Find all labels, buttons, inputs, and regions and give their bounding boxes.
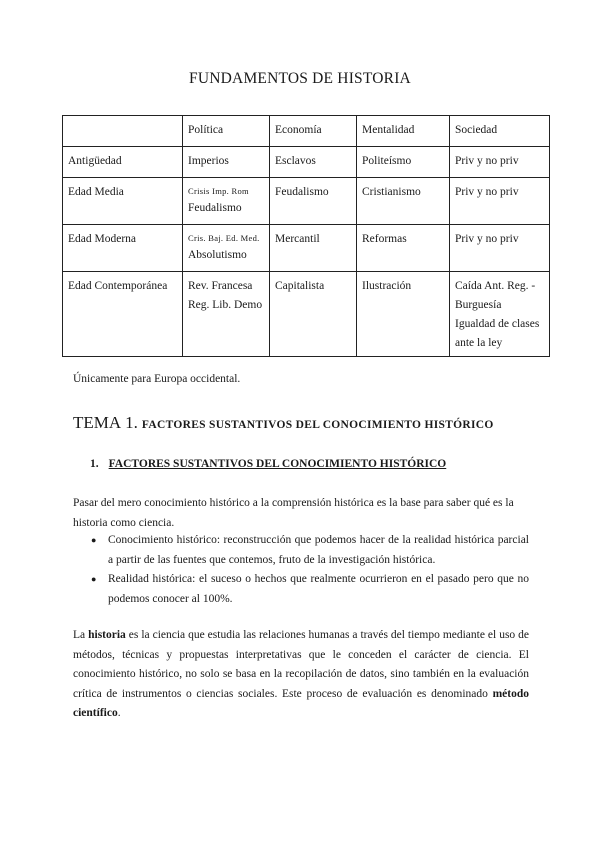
section-title: FACTORES SUSTANTIVOS DEL CONOCIMIENTO HISTÓRICO	[108, 458, 447, 470]
table-row	[63, 147, 550, 178]
politica-cell	[183, 178, 270, 225]
text-run: La	[73, 629, 89, 641]
sociedad-cell	[450, 225, 550, 272]
table-header-cell	[63, 116, 183, 147]
definition-list	[91, 531, 529, 609]
table-row	[63, 272, 550, 357]
bullet-icon: ●	[91, 535, 97, 545]
page-title: FUNDAMENTOS DE HISTORIA	[189, 70, 411, 87]
table-header-cell: Política	[183, 116, 270, 147]
sociedad-cell	[450, 272, 550, 357]
sociedad-line: Burguesía	[455, 299, 502, 311]
politica-value: Imperios	[188, 155, 229, 167]
sociedad-line: Caída Ant. Reg. -	[455, 280, 536, 292]
politica-cell	[183, 225, 270, 272]
period-cell: Edad Media	[63, 178, 183, 225]
text-run: .	[117, 707, 121, 719]
mentalidad-cell: Reformas	[357, 225, 450, 272]
politica-value: Feudalismo	[188, 202, 242, 214]
economia-cell: Mercantil	[270, 225, 357, 272]
economia-cell: Esclavos	[270, 147, 357, 178]
history-paragraph	[73, 626, 529, 724]
intro-paragraph: Pasar del mero conocimiento histórico a la comprensión histórica es la base para saber qué es la historia como ciencia.	[73, 497, 514, 529]
table-header-cell: Sociedad	[450, 116, 550, 147]
sociedad-line: Igualdad de clases	[455, 318, 540, 330]
history-table	[62, 115, 550, 357]
sociedad-line: Priv y no priv	[455, 186, 519, 198]
period-cell: Edad Contemporánea	[63, 272, 183, 357]
economia-cell: Capitalista	[270, 272, 357, 357]
bullet-icon: ●	[91, 574, 97, 584]
mentalidad-cell: Ilustración	[357, 272, 450, 357]
table-row	[63, 178, 550, 225]
section-number: 1.	[90, 458, 99, 470]
mentalidad-cell: Cristianismo	[357, 178, 450, 225]
table-header-cell: Economía	[270, 116, 357, 147]
economia-cell: Feudalismo	[270, 178, 357, 225]
politica-value: Absolutismo	[188, 249, 247, 261]
politica-small-note: Cris. Baj. Ed. Med.	[188, 233, 260, 243]
period-cell: Antigüedad	[63, 147, 183, 178]
list-item	[91, 570, 529, 609]
politica-cell	[183, 272, 270, 357]
table-note: Únicamente para Europa occidental.	[73, 373, 241, 385]
bold-term-historia: historia	[88, 629, 126, 641]
text-run: es la ciencia que estudia las relaciones humanas a través del tiempo mediante el uso de métodos, técnicas y propuestas interpretativas que le conceden el carácter de ciencia. El conocimiento histórico, no solo se basa en la recopilación de datos, sino también en la evaluación crítica de instrumentos o ciencias sociales. Este proceso de evaluación es denominado	[73, 629, 529, 700]
list-item-text: Conocimiento histórico: reconstrucción que podemos hacer de la realidad histórica parcial a partir de las fuentes que contemos, fruto de la investigación histórica.	[108, 534, 529, 566]
sociedad-cell	[450, 147, 550, 178]
politica-small-note: Crisis Imp. Rom	[188, 186, 249, 196]
table-header-row	[63, 116, 550, 147]
tema-prefix: TEMA	[73, 413, 122, 432]
sociedad-line: ante la ley	[455, 337, 503, 349]
politica-value: Rev. Francesa Reg. Lib. Demo	[188, 280, 263, 311]
bold-term-metodo: método científico	[73, 687, 529, 719]
sociedad-line: Priv y no priv	[455, 155, 519, 167]
tema-title: FACTORES SUSTANTIVOS DEL CONOCIMIENTO HISTÓRICO	[141, 419, 494, 431]
section-heading	[90, 458, 446, 470]
sociedad-line: Priv y no priv	[455, 233, 519, 245]
period-cell: Edad Moderna	[63, 225, 183, 272]
list-item-text: Realidad histórica: el suceso o hechos que realmente ocurrieron en el pasado pero que no podemos conocer al 100%.	[108, 573, 529, 605]
tema-heading	[73, 413, 494, 433]
table-row	[63, 225, 550, 272]
table-header-cell: Mentalidad	[357, 116, 450, 147]
sociedad-cell	[450, 178, 550, 225]
tema-number: 1.	[125, 413, 138, 432]
mentalidad-cell: Politeísmo	[357, 147, 450, 178]
list-item	[91, 531, 529, 570]
politica-cell	[183, 147, 270, 178]
